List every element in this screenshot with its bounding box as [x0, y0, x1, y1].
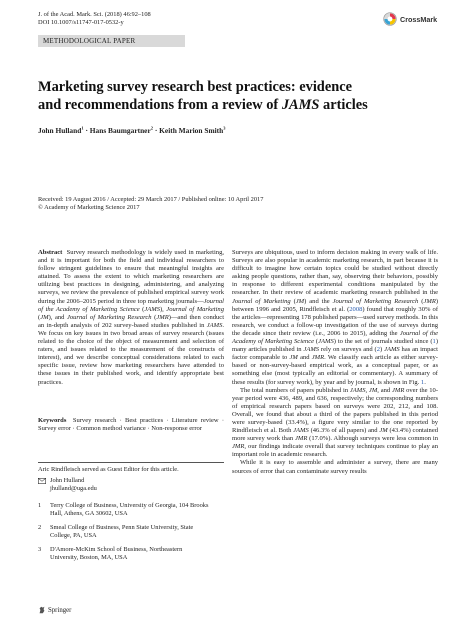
journal-abbr: JM: [289, 354, 298, 362]
abstract-body: . We focus on key issues in two broad areas of survey research (issues related to the choice of the object of measurement and selection of raters, and issues related to the measurement of the constructs of interest), and we describe conceptual considerations related to each specific issue, review how marketing researchers have attended to these issues in their published work, and identify appropriate best practices.: [38, 321, 224, 386]
journal-abbr: JM: [379, 427, 388, 435]
article-title: [38, 79, 438, 114]
body-text-span: ) between 1996 and 2005, Rindfleisch et al. (: [232, 297, 438, 313]
journal-name: Journal of Marketing Research: [332, 297, 419, 305]
corresponding-author: [38, 477, 224, 492]
keywords-label: Keywords: [38, 417, 67, 424]
section-label: METHODOLOGICAL PAPER: [38, 35, 185, 47]
affiliation: [38, 502, 224, 517]
paragraph: [232, 387, 438, 460]
body-text-span: (: [314, 338, 319, 346]
title-journal-name: JAMS: [281, 96, 320, 113]
affiliation-number: 2: [38, 524, 42, 531]
abstract-text: [38, 249, 224, 387]
journal-abbr: JM: [40, 313, 49, 321]
author-list: [38, 126, 438, 135]
body-text-span: and: [297, 354, 312, 362]
abstract-body: (: [151, 313, 157, 321]
title-line-2-end: articles: [319, 96, 368, 113]
body-text-span: rely on surveys and (: [319, 346, 377, 354]
journal-abbr: JAMS: [384, 346, 400, 354]
journal-abbr: JAMS: [318, 338, 334, 346]
journal-name: Journal of the Academy of Marketing Science: [38, 297, 224, 313]
body-text-span: (46.3% of all papers) and: [308, 427, 380, 435]
abstract: [38, 249, 224, 387]
title-line-1: Marketing survey research best practices: evidence: [38, 79, 352, 95]
journal-abbr: JM: [295, 297, 305, 305]
body-text: [232, 249, 438, 476]
publisher-name: Springer: [48, 606, 72, 614]
journal-abbr: JAMS, JM,: [349, 386, 379, 394]
body-text-span: ) many articles published in: [232, 338, 438, 354]
history-dates: Received: 19 August 2016 / Accepted: 29 March 2017 / Published online: 10 April 2017: [38, 196, 264, 203]
journal-name: Journal of the Academy of Marketing Science: [232, 329, 438, 346]
author-separator: ·: [83, 126, 90, 135]
journal-abbr: JAMS: [206, 321, 223, 329]
guest-editor-note: Aric Rindfleisch served as Guest Editor for this article.: [38, 466, 179, 473]
author-name[interactable]: Keith Marion Smith: [159, 126, 224, 135]
journal-header: [38, 11, 151, 26]
author-name[interactable]: Hans Baumgartner: [89, 126, 151, 135]
journal-name: Journal of Marketing Research: [66, 313, 152, 321]
affiliation-number: 3: [38, 546, 42, 553]
envelope-icon: [38, 478, 46, 484]
body-text-span: ) found that roughly 30% of the articles—representing 178 published papers—used survey methods. In this research, we conduct a follow-up investigation of the use of surveys during the decade since their review (i.e., 2006 to 2015), adding the: [232, 305, 438, 337]
affiliation-text: D'Amore-McKim School of Business, Northeastern University, Boston, MA, USA: [50, 546, 183, 561]
crossmark-icon: [383, 12, 397, 26]
figure-link[interactable]: 1: [420, 378, 425, 386]
affiliation: [38, 524, 224, 539]
abstract-label: Abstract: [38, 249, 63, 256]
publisher-logo: [38, 606, 71, 614]
body-text-span: (17.0%). Although surveys were less common in: [307, 435, 438, 443]
journal-abbr: JAMS: [303, 346, 320, 354]
paragraph: [232, 249, 438, 387]
body-text-span: .: [424, 378, 426, 386]
journal-abbr: JMR: [294, 435, 308, 443]
body-text-span: and: [378, 386, 392, 394]
journal-abbr: JMR: [423, 297, 436, 305]
journal-abbr: JMR: [391, 386, 405, 394]
abstract-body: Survey research methodology is widely used in marketing, and it is important for both the field and individual researchers to follow stringent guidelines to ensure that meaningful insights are attained. To assess the extent to which marketing researchers are utilizing best practices in designing, administering, and analyzing surveys, we review the prevalence of published empirical survey work during the 2006–2015 period in three top marketing journals—: [38, 249, 224, 305]
body-text-span: Surveys are ubiquitous, used to inform decision making in every walk of life. Surveys are also popular in academic marketing research, in part because it is difficult to imagine how certain topics could be studied without directly asking people questions, rather than, say, observing their behaviors, possibly in response to different experimental conditions manipulated by the researcher. In their review of academic marketing research published in the: [232, 249, 438, 297]
body-text-span: (: [418, 297, 424, 305]
body-text-span: (: [290, 297, 296, 305]
affiliation-text: Smeal College of Business, Penn State University, State College, PA, USA: [50, 524, 194, 539]
journal-reference: J. of the Acad. Mark. Sci. (2018) 46:92–108: [38, 11, 151, 18]
body-text-span: has an impact factor comparable to: [232, 346, 438, 362]
contact-email[interactable]: jhulland@uga.edu: [50, 484, 97, 492]
list-number: 2: [376, 346, 381, 354]
abstract-body: (: [139, 305, 145, 313]
body-text-span: The total numbers of papers published in: [240, 386, 350, 394]
journal-name: Journal of Marketing: [232, 297, 291, 305]
affiliation: [38, 546, 224, 561]
affiliation-text: Terry College of Business, University of Georgia, 104 Brooks Hall, Athens, GA 30602, USA: [50, 502, 209, 517]
body-text-span: ) to the set of journals studied since (: [333, 338, 433, 346]
crossmark-label: CrossMark: [400, 14, 438, 24]
crossmark-badge[interactable]: [383, 11, 451, 27]
citation-link[interactable]: 2008: [349, 305, 363, 313]
abstract-body: ),: [160, 305, 167, 313]
footnote-divider: [38, 462, 224, 463]
journal-name: Journal of Marketing: [166, 305, 224, 313]
springer-horse-icon: [38, 606, 46, 614]
body-text-span: (43.4%) contained more survey work than: [232, 427, 438, 443]
copyright-notice: © Academy of Marketing Science 2017: [38, 204, 140, 211]
journal-abbr: JMR: [311, 354, 325, 362]
keywords: [38, 417, 224, 433]
abstract-body: ), and: [48, 313, 67, 321]
body-text-span: ): [380, 346, 385, 354]
body-text-span: . We classify each article as either survey-based or non-survey-based empirical work, as a conceptual paper, or as something else (most typically an editorial or commentary). A summary of these results (for survey work), by year and by journal, is shown in Fig.: [232, 354, 438, 386]
affiliation-number: 1: [38, 502, 42, 509]
doi[interactable]: DOI 10.1007/s11747-017-0532-y: [38, 18, 124, 26]
title-line-2-text: and recommendations from a review of: [38, 96, 282, 113]
journal-abbr: JAMS: [144, 305, 160, 313]
abstract-body: )—and then conduct an in-depth analysis of 202 survey-based studies published in: [38, 313, 225, 329]
body-text-span: , our findings indicate overall that survey techniques continue to play an important role in academic research.: [232, 443, 438, 459]
publication-dates: [38, 196, 438, 212]
journal-abbr: JAMS: [293, 427, 309, 435]
author-separator: ·: [153, 126, 160, 135]
list-number: 1: [432, 338, 436, 346]
author-affiliation-number: 2: [150, 125, 153, 131]
title-line-2: [38, 97, 438, 115]
body-text-span: ) and the: [304, 297, 333, 305]
author-name[interactable]: John Hulland: [38, 126, 82, 135]
journal-abbr: JMR: [232, 443, 245, 451]
keywords-text: Survey research · Best practices · Literature review · Survey error · Common method variance · Non-response error: [38, 417, 224, 433]
journal-abbr: JMR: [156, 313, 169, 321]
body-text-span: over the 10-year period were 436, 489, and 636, respectively; the corresponding numbers of empirical research papers based on surveys were 202, 212, and 108. Overall, we found that about a third of the papers published in this period were survey-based (33.4%), a figure very similar to the one reported by Rindfleisch et al. Both: [232, 386, 438, 435]
abstract-body: (: [38, 313, 41, 321]
contact-name: John Hulland: [50, 477, 85, 484]
author-affiliation-number: 1: [81, 125, 84, 131]
paragraph: While it is easy to assemble and administer a survey, there are many sources of error that can contaminate survey results: [232, 459, 438, 475]
author-affiliation-number: 3: [223, 125, 226, 131]
